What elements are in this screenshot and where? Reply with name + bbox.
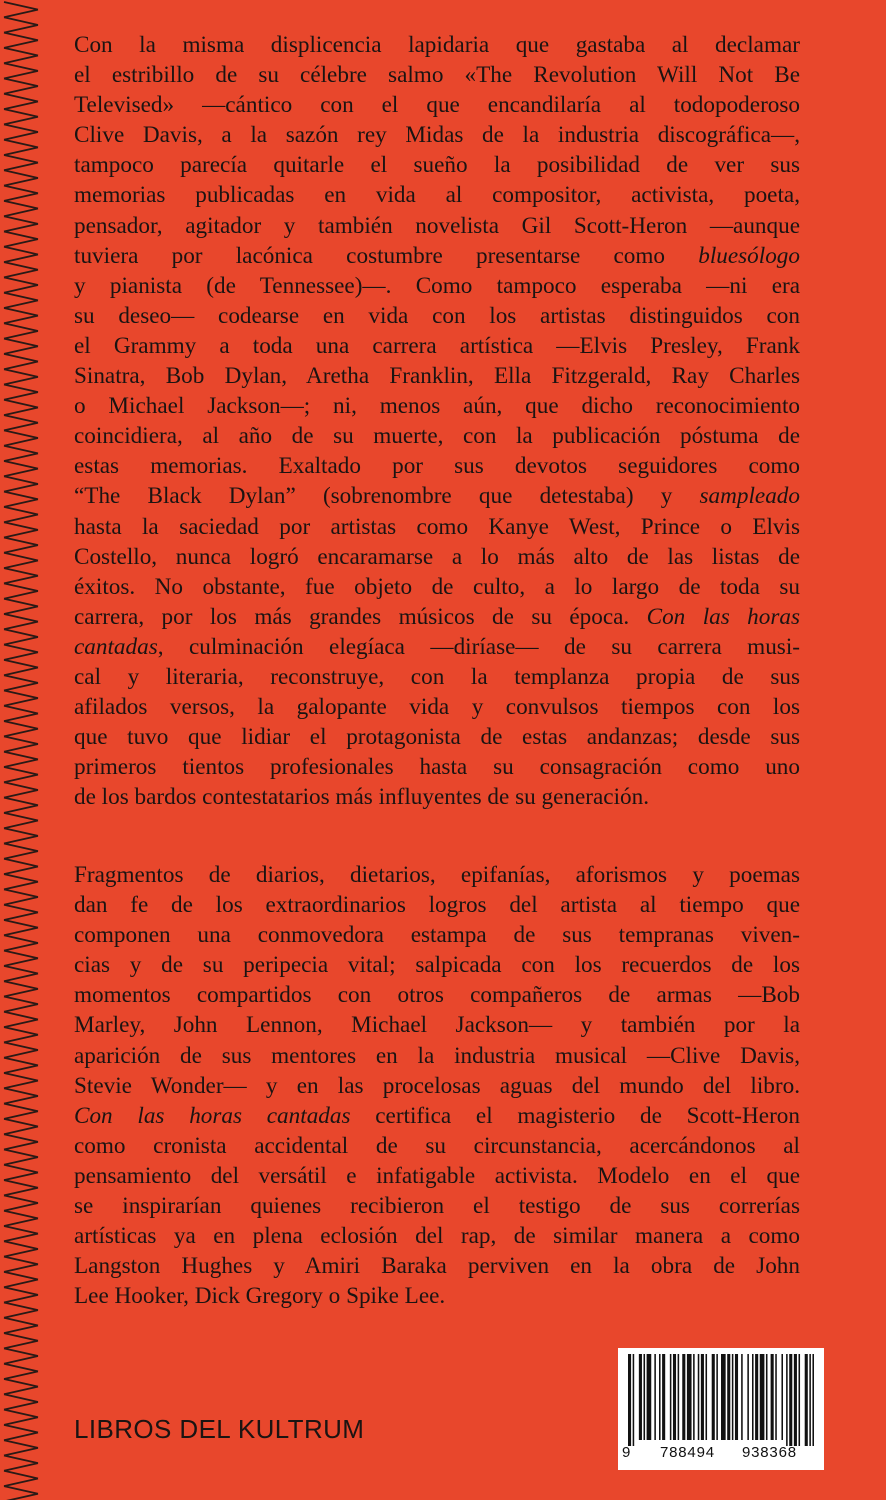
italic-text: Con las horas	[646, 603, 800, 630]
barcode-bar	[760, 1354, 765, 1440]
zigzag-chevron	[4, 798, 38, 813]
zigzag-chevron	[4, 568, 38, 583]
zigzag-chevron	[4, 1303, 38, 1318]
zigzag-chevron	[4, 155, 38, 170]
description-paragraph-2	[74, 860, 800, 1311]
text-line	[74, 361, 800, 391]
zigzag-chevron	[4, 951, 38, 966]
text-run: memorias publicadas en vida al compositor, activista, poeta,	[74, 182, 800, 209]
text-run: cias y de su peripecia vital; salpicada con los recuerdos de los	[74, 952, 800, 979]
zigzag-chevron	[4, 476, 38, 491]
text-run: momentos compartidos con otros compañeros de armas —Bob	[74, 982, 800, 1009]
text-line	[74, 1101, 800, 1131]
zigzag-chevron	[4, 1364, 38, 1379]
zigzag-chevron	[4, 1440, 38, 1455]
zigzag-chevron	[4, 1471, 38, 1486]
zigzag-chevron	[4, 981, 38, 996]
barcode-bar	[682, 1354, 685, 1440]
barcode-bar	[712, 1354, 715, 1440]
text-line	[74, 481, 800, 511]
text-run: certifica el magisterio de Scott-Heron	[350, 1102, 800, 1129]
text-line	[74, 241, 800, 271]
zigzag-chevron	[4, 966, 38, 981]
zigzag-chevron	[4, 1119, 38, 1134]
barcode-bar	[721, 1354, 726, 1440]
zigzag-chevron	[4, 232, 38, 247]
text-run: o Michael Jackson—; ni, menos aún, que dicho reconocimiento	[74, 393, 800, 420]
text-line	[74, 30, 800, 60]
barcode-bars	[628, 1354, 814, 1446]
zigzag-chevron	[4, 354, 38, 369]
text-run: pensamiento del versátil e infatigable activista. Modelo en el que	[74, 1162, 800, 1189]
text-line	[74, 150, 800, 180]
zigzag-chevron	[4, 17, 38, 32]
text-line	[74, 1041, 800, 1071]
text-run: Langston Hughes y Amiri Baraka perviven en la obra de John	[74, 1253, 800, 1280]
text-line	[74, 1161, 800, 1191]
publisher-name: LIBROS DEL KULTRUM	[74, 1414, 365, 1444]
text-run: y pianista (de Tennessee)—. Como tampoco esperaba —ni era	[74, 272, 800, 299]
zigzag-chevron	[4, 767, 38, 782]
zigzag-chevron	[4, 538, 38, 553]
text-line	[74, 1071, 800, 1101]
zigzag-chevron	[4, 1058, 38, 1073]
zigzag-chevron	[4, 400, 38, 415]
text-run: aparición de sus mentores en la industria musical —Clive Davis,	[74, 1042, 800, 1069]
zigzag-chevron	[4, 492, 38, 507]
zigzag-chevron	[4, 1134, 38, 1149]
text-line	[74, 1010, 800, 1040]
text-line	[74, 180, 800, 210]
text-run: Televised» —cántico con el que encandilaría al todopoderoso	[74, 92, 800, 119]
zigzag-chevron	[4, 415, 38, 430]
zigzag-chevron	[4, 844, 38, 859]
barcode-bar	[716, 1354, 718, 1440]
text-line	[74, 391, 800, 421]
barcode-bar	[654, 1354, 656, 1440]
zigzag-chevron	[4, 583, 38, 598]
text-run: hasta la saciedad por artistas como Kanye West, Prince o Elvis	[74, 513, 800, 540]
zigzag-chevron	[4, 1394, 38, 1409]
text-run: como cronista accidental de su circunstancia, acercándonos al	[74, 1132, 800, 1159]
barcode-bar	[741, 1354, 743, 1440]
text-line	[74, 301, 800, 331]
zigzag-chevron	[4, 1104, 38, 1119]
zigzag-chevron	[4, 369, 38, 384]
barcode-bar	[639, 1354, 642, 1440]
text-run: su deseo— codearse en vida con los artistas distinguidos con	[74, 302, 800, 329]
text-run: el estribillo de su célebre salmo «The Revolution Will Not Be	[74, 62, 800, 89]
zigzag-chevron	[4, 170, 38, 185]
text-line	[74, 451, 800, 481]
zigzag-chevron	[4, 33, 38, 48]
text-line	[74, 512, 800, 542]
text-line	[74, 782, 800, 812]
text-run: de los bardos contestatarios más influyentes de su generación.	[74, 784, 650, 811]
zigzag-chevron	[4, 1027, 38, 1042]
zigzag-chevron	[4, 1348, 38, 1363]
text-line	[74, 890, 800, 920]
zigzag-chevron	[4, 216, 38, 231]
zigzag-chevron	[4, 94, 38, 109]
barcode-bar	[766, 1354, 768, 1440]
zigzag-chevron	[4, 522, 38, 537]
text-run: estas memorias. Exaltado por sus devotos seguidores como	[74, 453, 800, 480]
barcode-bar	[701, 1354, 704, 1440]
zigzag-chevron	[4, 736, 38, 751]
italic-text: Con las horas cantadas	[74, 1102, 351, 1129]
text-run: Fragmentos de diarios, dietarios, epifanías, aforismos y poemas	[74, 862, 800, 888]
text-line	[74, 662, 800, 692]
italic-text: cantadas	[74, 633, 158, 660]
zigzag-chevron	[4, 247, 38, 262]
text-run: carrera, por los más grandes músicos de su época.	[74, 603, 647, 630]
italic-text: bluesólogo	[698, 242, 800, 269]
italic-text: sampleado	[699, 483, 800, 510]
zigzag-chevron	[4, 109, 38, 124]
zigzag-chevron	[4, 1211, 38, 1226]
text-run: afilados versos, la galopante vida y convulsos tiempos con los	[74, 694, 800, 721]
zigzag-chevron	[4, 1257, 38, 1272]
text-line	[74, 421, 800, 451]
barcode-bar	[628, 1354, 631, 1446]
text-line	[74, 1131, 800, 1161]
text-run: cal y literaria, reconstruye, con la templanza propia de sus	[74, 663, 800, 690]
text-run: , culminación elegíaca —diríase— de su carrera musi-	[157, 633, 800, 660]
zigzag-chevron	[4, 813, 38, 828]
zigzag-chevron	[4, 1425, 38, 1440]
zigzag-chevron	[4, 308, 38, 323]
barcode-bar	[706, 1354, 708, 1440]
text-line	[74, 920, 800, 950]
barcode-bar	[747, 1354, 749, 1440]
zigzag-chevron	[4, 1272, 38, 1287]
text-line	[74, 271, 800, 301]
text-run: Sinatra, Bob Dylan, Aretha Franklin, Ella Fitzgerald, Ray Charles	[74, 363, 800, 390]
zigzag-chevron	[4, 645, 38, 660]
text-run: Stevie Wonder— y en las procelosas aguas del mundo del libro.	[74, 1072, 800, 1099]
barcode-bar	[809, 1354, 811, 1446]
zigzag-chevron	[4, 828, 38, 843]
zigzag-chevron	[4, 782, 38, 797]
zigzag-chevron	[4, 79, 38, 94]
zigzag-chevron	[4, 1318, 38, 1333]
barcode-bar	[698, 1354, 700, 1440]
text-line	[74, 722, 800, 752]
zigzag-chevron	[4, 124, 38, 139]
barcode-bar	[659, 1354, 661, 1440]
text-line	[74, 752, 800, 782]
text-line	[74, 1221, 800, 1251]
text-line	[74, 860, 800, 890]
text-line	[74, 542, 800, 572]
isbn-left-group: 788494	[660, 1444, 715, 1461]
zigzag-chevron	[4, 553, 38, 568]
zigzag-chevron	[4, 262, 38, 277]
text-line	[74, 632, 800, 662]
text-run: pensador, agitador y también novelista Gil Scott-Heron —aunque	[74, 212, 800, 239]
zigzag-chevron	[4, 293, 38, 308]
text-run: artísticas ya en plena eclosión del rap, de similar manera a como	[74, 1223, 800, 1250]
zigzag-chevron	[4, 339, 38, 354]
text-run: coincidiera, al año de su muerte, con la publicación póstuma de	[74, 423, 800, 450]
zigzag-chevron	[4, 1165, 38, 1180]
zigzag-chevron	[4, 614, 38, 629]
barcode-bar	[670, 1354, 672, 1440]
zigzag-chevron	[4, 889, 38, 904]
barcode-bar	[673, 1354, 676, 1440]
text-run: “The Black Dylan” (sobrenombre que detestaba) y	[74, 483, 700, 510]
barcode-bar	[662, 1354, 665, 1440]
text-line	[74, 692, 800, 722]
text-line	[74, 950, 800, 980]
zigzag-chevron	[4, 905, 38, 920]
zigzag-chevron	[4, 1180, 38, 1195]
zigzag-chevron	[4, 920, 38, 935]
zigzag-chevron	[4, 507, 38, 522]
zigzag-chevron	[4, 1012, 38, 1027]
text-run: Clive Davis, a la sazón rey Midas de la industria discográfica—,	[74, 122, 800, 149]
description-paragraph-1	[74, 30, 800, 812]
zigzag-chevron	[4, 446, 38, 461]
text-run: Lee Hooker, Dick Gregory o Spike Lee.	[74, 1283, 446, 1310]
zigzag-chevron	[4, 1486, 38, 1500]
text-run: primeros tientos profesionales hasta su consagración como uno	[74, 754, 800, 781]
text-run: el Grammy a toda una carrera artística —Elvis Presley, Frank	[74, 332, 800, 359]
text-run: dan fe de los extraordinarios logros del artista al tiempo que	[74, 892, 800, 919]
text-line	[74, 90, 800, 120]
zigzag-chevron	[4, 1287, 38, 1302]
zigzag-chevron	[4, 277, 38, 292]
text-run: Marley, John Lennon, Michael Jackson— y también por la	[74, 1012, 800, 1039]
text-line	[74, 1281, 800, 1311]
text-run: éxitos. No obstante, fue objeto de culto, a lo largo de toda su	[74, 573, 800, 600]
barcode-bar	[644, 1354, 646, 1440]
barcode-bar	[678, 1354, 680, 1440]
isbn-right-group: 938368	[742, 1444, 797, 1461]
barcode-bar	[771, 1354, 774, 1440]
barcode-bar	[812, 1354, 814, 1446]
zigzag-chevron	[4, 1073, 38, 1088]
text-line	[74, 60, 800, 90]
zigzag-chevron	[4, 874, 38, 889]
text-line	[74, 572, 800, 602]
zigzag-chevron	[4, 461, 38, 476]
barcode-bar	[781, 1354, 783, 1440]
zigzag-chevron	[4, 430, 38, 445]
zigzag-chevron	[4, 629, 38, 644]
barcode-bar	[799, 1354, 801, 1446]
zigzag-chevron	[4, 186, 38, 201]
zigzag-chevron	[4, 859, 38, 874]
text-run: se inspirarían quienes recibieron el testigo de sus correrías	[74, 1193, 800, 1220]
text-line	[74, 120, 800, 150]
barcode-bar	[786, 1354, 788, 1446]
barcode-bar	[647, 1354, 652, 1440]
barcode-bar	[727, 1354, 730, 1440]
zigzag-chevron	[4, 48, 38, 63]
zigzag-chevron	[4, 997, 38, 1012]
text-run: Con la misma displicencia lapidaria que gastaba al declamar	[74, 32, 800, 58]
barcode-bar	[789, 1354, 792, 1446]
zigzag-chevron	[4, 1333, 38, 1348]
zigzag-chevron	[4, 691, 38, 706]
zigzag-chevron	[4, 1088, 38, 1103]
isbn-prefix-digit: 9	[622, 1444, 632, 1461]
zigzag-chevron	[4, 140, 38, 155]
zigzag-chevron	[4, 1226, 38, 1241]
text-run: que tuvo que lidiar el protagonista de estas andanzas; desde sus	[74, 724, 800, 751]
barcode-bar	[687, 1354, 692, 1440]
text-run: componen una conmovedora estampa de sus tempranas viven-	[74, 922, 800, 949]
barcode-bar	[693, 1354, 695, 1440]
text-run: tampoco parecía quitarle el sueño la posibilidad de ver sus	[74, 152, 800, 179]
zigzag-chevron	[4, 675, 38, 690]
zigzag-chevron	[4, 1379, 38, 1394]
zigzag-chevron	[4, 1241, 38, 1256]
isbn-barcode	[618, 1348, 824, 1470]
text-line	[74, 1191, 800, 1221]
text-run: Costello, nunca logró encaramarse a lo más alto de las listas de	[74, 543, 800, 570]
zigzag-chevron	[4, 1042, 38, 1057]
barcode-bar	[752, 1354, 754, 1440]
text-line	[74, 602, 800, 632]
text-line	[74, 331, 800, 361]
zigzag-chevron	[4, 660, 38, 675]
text-line	[74, 980, 800, 1010]
zigzag-chevron	[4, 1150, 38, 1165]
zigzag-chevron	[4, 201, 38, 216]
barcode-bar	[805, 1354, 808, 1446]
barcode-bar	[794, 1354, 797, 1446]
barcode-bar	[775, 1354, 777, 1440]
zigzag-chevron	[4, 599, 38, 614]
text-run: tuviera por lacónica costumbre presentarse como	[74, 242, 699, 269]
zigzag-chevron	[4, 385, 38, 400]
barcode-bar	[633, 1354, 635, 1446]
zigzag-chevron	[4, 752, 38, 767]
text-line	[74, 1251, 800, 1281]
zigzag-chevron	[4, 63, 38, 78]
zigzag-chevron	[4, 1456, 38, 1471]
text-line	[74, 211, 800, 241]
zigzag-chevron	[4, 323, 38, 338]
barcode-bar	[735, 1354, 738, 1440]
barcode-bar	[755, 1354, 758, 1440]
zigzag-chevron	[4, 1195, 38, 1210]
zigzag-chevron	[4, 935, 38, 950]
zigzag-chevron	[4, 721, 38, 736]
zigzag-chevron	[4, 2, 38, 17]
zigzag-border	[0, 0, 44, 1500]
zigzag-chevron	[4, 706, 38, 721]
barcode-bar	[732, 1354, 734, 1440]
zigzag-chevron	[4, 1410, 38, 1425]
